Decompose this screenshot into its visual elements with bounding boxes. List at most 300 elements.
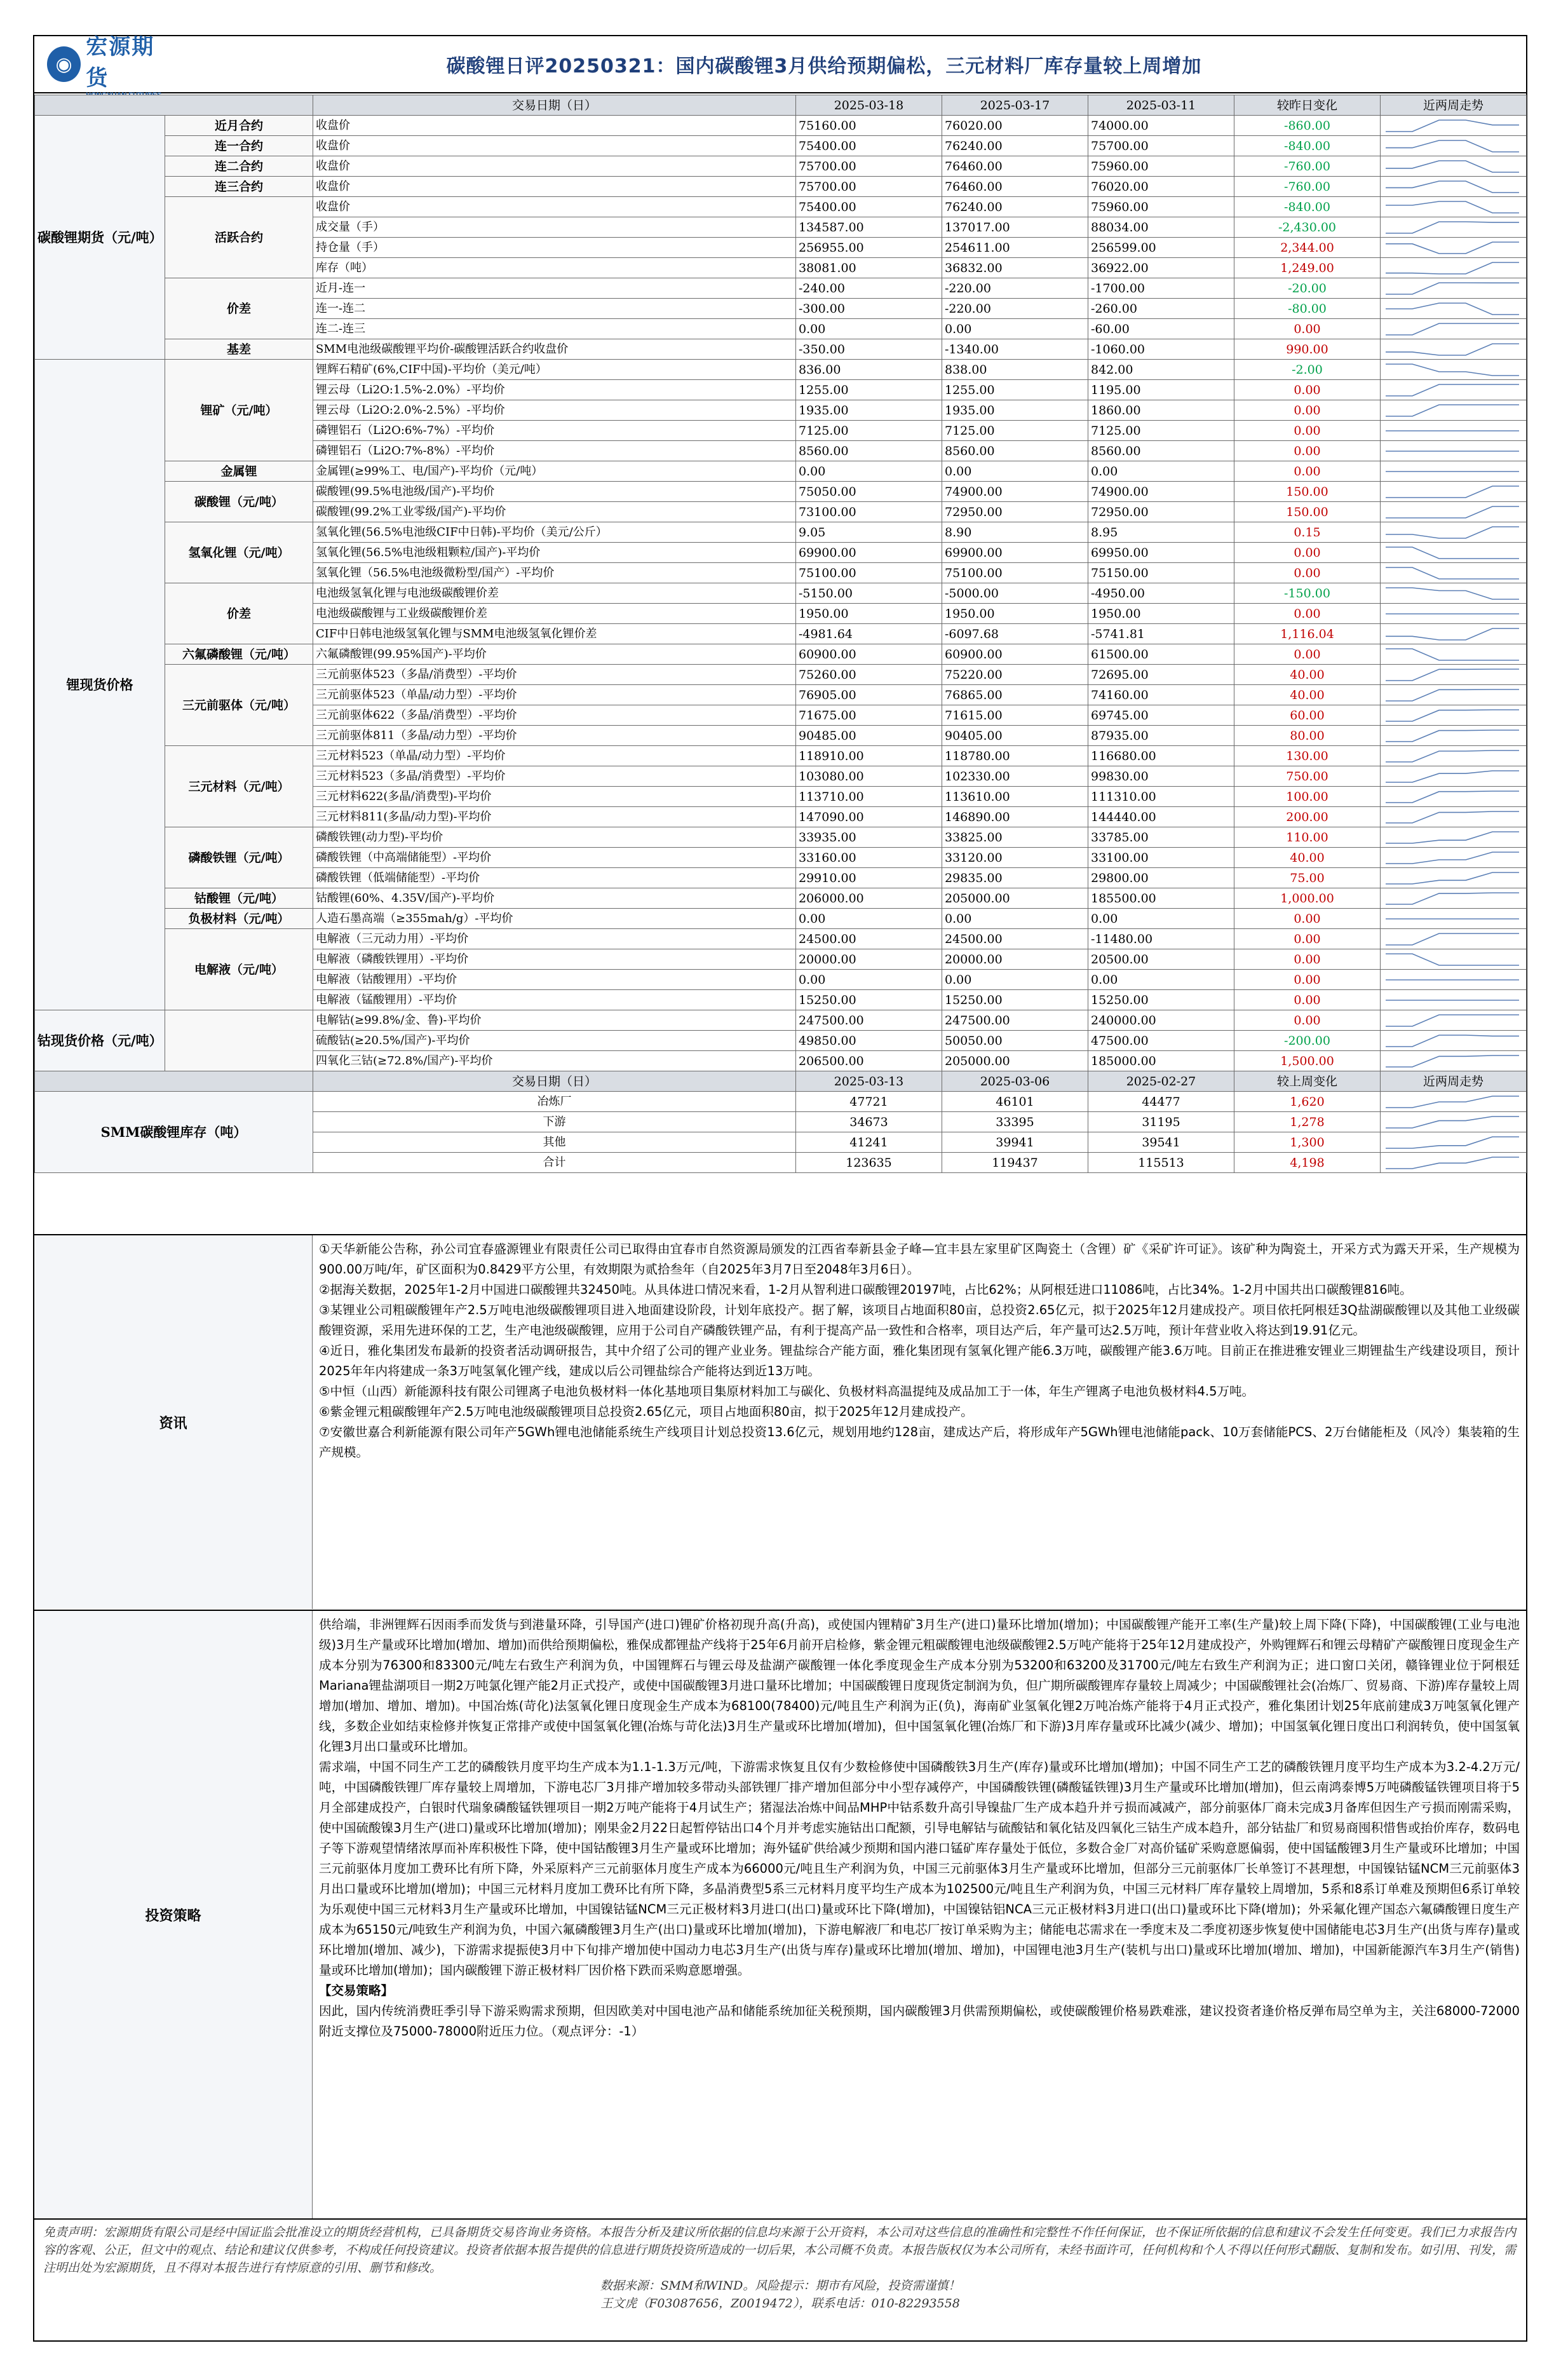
- row-change: 0.00: [1234, 604, 1381, 624]
- sparkline: [1381, 848, 1524, 867]
- sparkline-path: [1386, 567, 1519, 579]
- row-item-label: 三元前驱体811（多晶/动力型）-平均价: [313, 726, 796, 746]
- row-value: 113610.00: [942, 787, 1088, 807]
- row-change: 0.00: [1234, 644, 1381, 665]
- row-trend: [1381, 1051, 1527, 1071]
- row-trend: [1381, 787, 1527, 807]
- table-row: [35, 156, 1527, 177]
- row-item-label: 磷酸铁锂（低端储能型）-平均价: [313, 868, 796, 888]
- row-value: -6097.68: [942, 624, 1088, 644]
- row-value: 0.00: [796, 461, 942, 482]
- row-value: 111310.00: [1088, 787, 1234, 807]
- row-change: 150.00: [1234, 502, 1381, 522]
- row-value: -1700.00: [1088, 278, 1234, 299]
- table-row: [35, 116, 1527, 136]
- inventory-item: 其他: [313, 1132, 796, 1153]
- row-trend: [1381, 705, 1527, 726]
- row-value: 256955.00: [796, 238, 942, 258]
- row-value: 88034.00: [1088, 217, 1234, 238]
- row-value: 33935.00: [796, 827, 942, 848]
- row-item-label: 磷酸铁锂(动力型)-平均价: [313, 827, 796, 848]
- row-change: 0.00: [1234, 380, 1381, 400]
- row-value: 60900.00: [796, 644, 942, 665]
- sparkline-path: [1386, 201, 1519, 213]
- sparkline: [1381, 1031, 1524, 1050]
- row-trend: [1381, 156, 1527, 177]
- sparkline: [1381, 706, 1524, 725]
- row-value: 842.00: [1088, 360, 1234, 380]
- table-row: [35, 461, 1527, 482]
- sparkline: [1381, 401, 1524, 420]
- row-value: 76905.00: [796, 685, 942, 705]
- sparkline-path: [1386, 791, 1519, 803]
- sparkline-path: [1386, 811, 1519, 823]
- sparkline: [1381, 665, 1524, 684]
- row-item-label: 连一-连二: [313, 299, 796, 319]
- row-value: 20500.00: [1088, 949, 1234, 970]
- table-row: [35, 665, 1527, 685]
- row-change: 40.00: [1234, 685, 1381, 705]
- row-value: 254611.00: [942, 238, 1088, 258]
- row-value: 8.95: [1088, 522, 1234, 543]
- row-trend: [1381, 604, 1527, 624]
- row-trend: [1381, 238, 1527, 258]
- sparkline: [1381, 909, 1524, 928]
- row-change: 100.00: [1234, 787, 1381, 807]
- row-change: 0.00: [1234, 421, 1381, 441]
- inventory-value: 119437: [942, 1153, 1088, 1173]
- sparkline-path: [1386, 832, 1519, 843]
- row-value: 20000.00: [796, 949, 942, 970]
- row-value: 247500.00: [796, 1010, 942, 1031]
- row-value: 1950.00: [796, 604, 942, 624]
- header-date-label: 交易日期（日）: [313, 1071, 796, 1092]
- row-trend: [1381, 766, 1527, 787]
- inventory-change: 1,620: [1234, 1092, 1381, 1112]
- news-label: 资讯: [34, 1235, 313, 1609]
- row-change: 0.00: [1234, 400, 1381, 421]
- row-value: 247500.00: [942, 1010, 1088, 1031]
- table-row: [35, 644, 1527, 665]
- inventory-item: 冶炼厂: [313, 1092, 796, 1112]
- sparkline-path: [1386, 1117, 1519, 1128]
- row-value: 33100.00: [1088, 848, 1234, 868]
- row-trend: [1381, 1031, 1527, 1051]
- inventory-trend: [1381, 1132, 1527, 1153]
- sparkline-path: [1386, 669, 1519, 681]
- inventory-value: 39941: [942, 1132, 1088, 1153]
- row-value: 144440.00: [1088, 807, 1234, 827]
- sparkline: [1381, 320, 1524, 339]
- row-value: 0.00: [796, 319, 942, 339]
- sparkline: [1381, 421, 1524, 440]
- sparkline-path: [1386, 730, 1519, 742]
- row-item-label: 电解液（磷酸铁锂用）-平均价: [313, 949, 796, 970]
- row-value: 15250.00: [942, 990, 1088, 1010]
- row-group-label: 价差: [165, 583, 313, 644]
- row-value: 1195.00: [1088, 380, 1234, 400]
- sparkline: [1381, 299, 1524, 318]
- sparkline-path: [1386, 161, 1519, 172]
- row-value: 72950.00: [942, 502, 1088, 522]
- sparkline: [1381, 767, 1524, 786]
- sparkline: [1381, 930, 1524, 949]
- row-value: 103080.00: [796, 766, 942, 787]
- row-value: 24500.00: [942, 929, 1088, 949]
- row-item-label: 三元前驱体523（多晶/消费型）-平均价: [313, 665, 796, 685]
- row-value: 8560.00: [942, 441, 1088, 461]
- sparkline-path: [1386, 750, 1519, 762]
- sparkline: [1381, 503, 1524, 522]
- row-value: 0.00: [942, 461, 1088, 482]
- row-trend: [1381, 482, 1527, 502]
- header-d1: 2025-03-18: [796, 95, 942, 116]
- row-item-label: 电解液（钴酸锂用）-平均价: [313, 970, 796, 990]
- row-item-label: 锂云母（Li2O:2.0%-2.5%）-平均价: [313, 400, 796, 421]
- sparkline: [1381, 726, 1524, 745]
- row-trend: [1381, 807, 1527, 827]
- row-change: 80.00: [1234, 726, 1381, 746]
- row-value: -220.00: [942, 299, 1088, 319]
- sparkline: [1381, 279, 1524, 298]
- row-value: 836.00: [796, 360, 942, 380]
- row-value: -5000.00: [942, 583, 1088, 604]
- row-item-label: 磷锂铝石（Li2O:7%-8%）-平均价: [313, 441, 796, 461]
- section-cobalt-label: 钴现货价格（元/吨）: [35, 1010, 165, 1071]
- table-row: [35, 482, 1527, 502]
- inventory-value: 123635: [796, 1153, 942, 1173]
- sparkline: [1381, 686, 1524, 705]
- row-value: 8.90: [942, 522, 1088, 543]
- header-d1: 2025-03-13: [796, 1071, 942, 1092]
- row-value: 75150.00: [1088, 563, 1234, 583]
- sparkline-path: [1386, 344, 1519, 355]
- sparkline-path: [1386, 771, 1519, 782]
- row-value: 69900.00: [796, 543, 942, 563]
- disclaimer-text: 免责声明：宏源期货有限公司是经中国证监会批准设立的期货经营机构，已具备期货交易咨询业务资格。本报告分析及建议所依据的信息均来源于公开资料，本公司对这些信息的准确性和完整性不作任何保证，也不保证所依据的信息和建议不会发生任何变更。我们已力求报告内容的客观、公正，但文中的观点、结论和建议仅供参考，不构成任何投资建议。投资者依据本报告提供的信息进行期货投资所造成的一切后果，本公司概不负责。本报告版权仅为本公司所有，未经书面许可，任何机构和个人不得以任何形式翻版、复制和发布。如引用、刊发，需注明出处为宏源期货，且不得对本报告进行有悖原意的引用、删节和修改。: [43, 2225, 1517, 2275]
- row-value: 75100.00: [796, 563, 942, 583]
- sparkline: [1381, 970, 1524, 989]
- row-value: 0.00: [1088, 909, 1234, 929]
- row-change: 0.00: [1234, 929, 1381, 949]
- inventory-value: 39541: [1088, 1132, 1234, 1153]
- row-group-label: 磷酸铁锂（元/吨）: [165, 827, 313, 888]
- row-trend: [1381, 116, 1527, 136]
- row-value: 240000.00: [1088, 1010, 1234, 1031]
- news-item: ⑤中恒（山西）新能源科技有限公司锂离子电池负极材料一体化基地项目集原材料加工与碳化、负极材料高温提纯及成品加工于一体，年生产锂离子电池负极材料4.5万吨。: [319, 1384, 1254, 1399]
- row-value: 75260.00: [796, 665, 942, 685]
- sparkline: [1381, 1133, 1524, 1152]
- sparkline: [1381, 442, 1524, 461]
- row-value: 50050.00: [942, 1031, 1088, 1051]
- row-value: -5150.00: [796, 583, 942, 604]
- table-row: [35, 339, 1527, 360]
- row-value: 113710.00: [796, 787, 942, 807]
- sparkline: [1381, 218, 1524, 237]
- header-d2: 2025-03-06: [942, 1071, 1088, 1092]
- row-value: 29835.00: [942, 868, 1088, 888]
- row-item-label: 钴酸锂(60%、4.35V/国产)-平均价: [313, 888, 796, 909]
- row-item-label: 碳酸锂(99.2%工业零级/国产)-平均价: [313, 502, 796, 522]
- row-trend: [1381, 929, 1527, 949]
- inventory-item: 下游: [313, 1112, 796, 1132]
- row-value: 15250.00: [1088, 990, 1234, 1010]
- table-row: [35, 136, 1527, 156]
- sparkline: [1381, 198, 1524, 217]
- row-item-label: 氢氧化锂(56.5%电池级粗颗粒/国产)-平均价: [313, 543, 796, 563]
- sparkline-path: [1386, 323, 1519, 335]
- sparkline: [1381, 137, 1524, 156]
- row-value: 0.00: [1088, 970, 1234, 990]
- row-item-label: 收盘价: [313, 136, 796, 156]
- sparkline: [1381, 787, 1524, 806]
- inventory-trend: [1381, 1153, 1527, 1173]
- row-group-label: [165, 1010, 313, 1071]
- table-row: [35, 197, 1527, 217]
- row-change: -2,430.00: [1234, 217, 1381, 238]
- row-trend: [1381, 461, 1527, 482]
- row-item-label: 三元材料622(多晶/消费型)-平均价: [313, 787, 796, 807]
- strategy-section: [34, 1610, 1526, 2218]
- row-change: -20.00: [1234, 278, 1381, 299]
- row-item-label: CIF中日韩电池级氢氧化锂与SMM电池级氢氧化锂价差: [313, 624, 796, 644]
- row-group-label: 近月合约: [165, 116, 313, 136]
- report-header: [34, 36, 1526, 93]
- sparkline-path: [1386, 120, 1519, 132]
- sparkline: [1381, 604, 1524, 623]
- row-value: 33120.00: [942, 848, 1088, 868]
- sparkline: [1381, 1011, 1524, 1030]
- row-item-label: 电池级碳酸锂与工业级碳酸锂价差: [313, 604, 796, 624]
- inventory-value: 33395: [942, 1112, 1088, 1132]
- sparkline: [1381, 482, 1524, 501]
- row-change: 150.00: [1234, 482, 1381, 502]
- row-trend: [1381, 685, 1527, 705]
- row-group-label: 连二合约: [165, 156, 313, 177]
- sparkline: [1381, 645, 1524, 664]
- row-group-label: 金属锂: [165, 461, 313, 482]
- row-change: 0.00: [1234, 909, 1381, 929]
- row-value: 87935.00: [1088, 726, 1234, 746]
- row-trend: [1381, 339, 1527, 360]
- row-change: -80.00: [1234, 299, 1381, 319]
- row-group-label: 三元前驱体（元/吨）: [165, 665, 313, 746]
- row-trend: [1381, 217, 1527, 238]
- header-d3: 2025-03-11: [1088, 95, 1234, 116]
- logo-cn: 宏源期货: [86, 34, 155, 91]
- row-value: 90485.00: [796, 726, 942, 746]
- row-value: 75100.00: [942, 563, 1088, 583]
- price-table: [34, 95, 1527, 1173]
- header-trend: 近两周走势: [1381, 1071, 1527, 1092]
- row-value: 102330.00: [942, 766, 1088, 787]
- row-value: 75700.00: [1088, 136, 1234, 156]
- row-value: 33160.00: [796, 848, 942, 868]
- row-value: -5741.81: [1088, 624, 1234, 644]
- sparkline-path: [1386, 303, 1519, 315]
- row-trend: [1381, 319, 1527, 339]
- row-change: 0.00: [1234, 1010, 1381, 1031]
- row-value: 47500.00: [1088, 1031, 1234, 1051]
- row-value: 75160.00: [796, 116, 942, 136]
- row-item-label: 硫酸钴(≥20.5%/国产)-平均价: [313, 1031, 796, 1051]
- row-value: 75400.00: [796, 197, 942, 217]
- sparkline: [1381, 177, 1524, 196]
- row-value: 76020.00: [942, 116, 1088, 136]
- sparkline-path: [1386, 405, 1519, 416]
- row-item-label: 人造石墨高端（≥355mah/g）-平均价: [313, 909, 796, 929]
- row-trend: [1381, 360, 1527, 380]
- row-value: 71615.00: [942, 705, 1088, 726]
- row-group-label: 活跃合约: [165, 197, 313, 278]
- sparkline-path: [1386, 1096, 1519, 1108]
- sparkline: [1381, 625, 1524, 644]
- row-group-label: 锂矿（元/吨）: [165, 360, 313, 461]
- inventory-value: 31195: [1088, 1112, 1234, 1132]
- sparkline: [1381, 360, 1524, 379]
- row-item-label: 收盘价: [313, 156, 796, 177]
- company-logo: [34, 36, 173, 93]
- sparkline-path: [1386, 933, 1519, 945]
- sparkline: [1381, 462, 1524, 481]
- sparkline-path: [1386, 486, 1519, 498]
- row-trend: [1381, 888, 1527, 909]
- row-value: 24500.00: [796, 929, 942, 949]
- strategy-paragraph: 【交易策略】: [319, 1983, 394, 1998]
- row-change: 40.00: [1234, 848, 1381, 868]
- row-change: 0.15: [1234, 522, 1381, 543]
- row-item-label: 三元前驱体622（多晶/消费型）-平均价: [313, 705, 796, 726]
- row-trend: [1381, 441, 1527, 461]
- row-value: 74160.00: [1088, 685, 1234, 705]
- author-contact: 王文虎（F03087656，Z0019472），联系电话：010-82293558: [600, 2297, 960, 2311]
- header-chg: 较上周变化: [1234, 1071, 1381, 1092]
- row-value: 69900.00: [942, 543, 1088, 563]
- strategy-paragraph: 需求端，中国不同生产工艺的磷酸铁月度平均生产成本为1.1-1.3万元/吨，下游需求恢复且仅有少数检修使中国磷酸铁3月生产(库存)量或环比增加(增加)；中国不同生产工艺的磷酸铁锂月度平均生产成本为3.2-4.2万元/吨，中国磷酸铁锂厂库存量较上周增加，下游电芯厂3月排产增加较多带动头部铁锂厂排产增加但部分中小型存减停产，中国磷酸铁锂(磷酸锰铁锂)3月生产量或环比增加(增加)，但云南鸿泰博5万吨磷酸锰铁锂项目将于5月全部建成投产，白银时代瑞象磷酸锰铁锂项目一期2万吨产能将于4月试生产；猪湿法冶炼中间品MHP中钴系数升高引导镍盐厂生产成本趋升并亏损而减减产，部分前驱体厂商未完成3月备库但因生产亏损而刚需采购，使中国硫酸镍3月生产(进口)量或环比增加(增加)；刚果金2月22日起暂停钴出口4个月并考虑实施钴出口配额，引导电解钴与硫酸钴和氧化钴及四氧化三钴生产成本趋升，部分钴盐厂和贸易商囤积惜售或抬价库存，数码电子等下游观望情绪浓厚而补库积极性下降，使中国钴酸锂3月生产量或环比增加；海外锰矿供给减少预期和国内港口锰矿库存量处于低位，多数合金厂对高价锰矿采购意愿偏弱，使中国锰酸锂3月生产量或环比增加；中国三元前驱体月度加工费环比有所下降，外采原料产三元前驱体月度生产成本为66000元/吨且生产利润为负，中国三元前驱体3月生产量或环比增加，但部分三元前驱体厂长单签订不甚理想，中国镍钴锰NCM三元前驱体3月出口量或环比增加(增加)；中国三元材料月度加工费环比有所下降，多晶消费型5系三元材料月度平均生产成本为102500元/吨且生产利润为负，中国三元材料厂库存量较上周增加，5系和8系订单难及预期但6系订单较为乐观使中国三元材料3月生产量或环比增加，中国镍钴锰NCM三元正极材料3月进口(出口)量或环比下降(增加)，中国镍钴铝NCA三元正极材料3月进口(出口)量或环比下降(增加)；外采氟化锂产国态六氟磷酸锂日度生产成本为65150元/吨致生产利润为负，中国六氟磷酸锂3月生产(出口)量或环比增加(增加)，下游电解液厂和电芯厂按订单采购为主；储能电芯需求在一季度末及二季度初逐步恢复使中国储能电芯3月生产(出货与库存)量或环比增加(增加、减少)，下游需求提振使3月中下旬排产增加使中国动力电芯3月生产(出货与库存)量或环比增加(增加、增加)，中国锂电池3月生产(装机与出口)量或环比增加(增加、增加)，中国新能源汽车3月生产(销售)量或环比增加(增加)；国内碳酸锂下游正极材料厂因价格下跌而采购意愿增强。: [319, 1760, 1520, 1978]
- row-value: 7125.00: [942, 421, 1088, 441]
- row-value: 0.00: [942, 970, 1088, 990]
- section-inventory-label: SMM碳酸锂库存（吨）: [35, 1092, 313, 1173]
- sparkline: [1381, 116, 1524, 135]
- row-item-label: 收盘价: [313, 177, 796, 197]
- header-date-label: 交易日期（日）: [313, 95, 796, 116]
- sparkline: [1381, 340, 1524, 359]
- inventory-item: 合计: [313, 1153, 796, 1173]
- inventory-change: 1,278: [1234, 1112, 1381, 1132]
- row-change: 1,116.04: [1234, 624, 1381, 644]
- inventory-trend: [1381, 1092, 1527, 1112]
- row-value: -60.00: [1088, 319, 1234, 339]
- sparkline-path: [1386, 852, 1519, 864]
- row-value: 33825.00: [942, 827, 1088, 848]
- section-futures-label: 碳酸锂期货（元/吨）: [35, 116, 165, 360]
- row-value: 33785.00: [1088, 827, 1234, 848]
- row-value: 256599.00: [1088, 238, 1234, 258]
- sparkline-path: [1386, 506, 1519, 518]
- sparkline-path: [1386, 1015, 1519, 1026]
- row-change: 0.00: [1234, 319, 1381, 339]
- row-value: 76865.00: [942, 685, 1088, 705]
- row-trend: [1381, 421, 1527, 441]
- sparkline: [1381, 747, 1524, 766]
- sparkline-path: [1386, 547, 1519, 559]
- row-value: 206000.00: [796, 888, 942, 909]
- table-row: [35, 1010, 1527, 1031]
- sparkline-path: [1386, 181, 1519, 193]
- row-group-label: 负极材料（元/吨）: [165, 909, 313, 929]
- inventory-value: 47721: [796, 1092, 942, 1112]
- row-group-label: 连一合约: [165, 136, 313, 156]
- row-item-label: 氢氧化锂（56.5%电池级微粉型/国产）-平均价: [313, 563, 796, 583]
- sparkline: [1381, 808, 1524, 827]
- row-value: 147090.00: [796, 807, 942, 827]
- row-value: 73100.00: [796, 502, 942, 522]
- row-value: 61500.00: [1088, 644, 1234, 665]
- inventory-change: 4,198: [1234, 1153, 1381, 1173]
- row-change: 60.00: [1234, 705, 1381, 726]
- header-d3: 2025-02-27: [1088, 1071, 1234, 1092]
- row-change: 0.00: [1234, 543, 1381, 563]
- row-trend: [1381, 380, 1527, 400]
- row-change: 0.00: [1234, 970, 1381, 990]
- row-group-label: 六氟磷酸锂（元/吨）: [165, 644, 313, 665]
- row-change: 0.00: [1234, 461, 1381, 482]
- row-item-label: 近月-连一: [313, 278, 796, 299]
- row-change: -840.00: [1234, 197, 1381, 217]
- row-trend: [1381, 868, 1527, 888]
- row-trend: [1381, 848, 1527, 868]
- row-value: 75960.00: [1088, 197, 1234, 217]
- row-trend: [1381, 665, 1527, 685]
- sparkline: [1381, 1153, 1524, 1172]
- logo-icon: ◉: [47, 46, 81, 82]
- row-trend: [1381, 726, 1527, 746]
- sparkline-path: [1386, 140, 1519, 152]
- sparkline-path: [1386, 262, 1519, 274]
- row-value: 99830.00: [1088, 766, 1234, 787]
- row-group-label: 氢氧化锂（元/吨）: [165, 522, 313, 583]
- sparkline-path: [1386, 384, 1519, 396]
- report-title: 碳酸锂日评20250321：国内碳酸锂3月供给预期偏松，三元材料厂库存量较上周增加: [446, 55, 1202, 78]
- sparkline-path: [1386, 872, 1519, 884]
- row-value: 205000.00: [942, 1051, 1088, 1071]
- row-change: -840.00: [1234, 136, 1381, 156]
- row-trend: [1381, 970, 1527, 990]
- row-value: 76460.00: [942, 156, 1088, 177]
- inventory-value: 34673: [796, 1112, 942, 1132]
- row-value: 76240.00: [942, 136, 1088, 156]
- row-value: 146890.00: [942, 807, 1088, 827]
- row-value: 36922.00: [1088, 258, 1234, 278]
- row-value: 69950.00: [1088, 543, 1234, 563]
- table-row: [35, 522, 1527, 543]
- news-section: [34, 1234, 1526, 1609]
- row-change: 130.00: [1234, 746, 1381, 766]
- row-change: 1,000.00: [1234, 888, 1381, 909]
- sparkline-path: [1386, 222, 1519, 233]
- news-item: ④近日，雅化集团发布最新的投资者活动调研报告，其中介绍了公司的锂产业业务。锂盐综合产能方面，雅化集团现有氢氧化锂产能6.3万吨，碳酸锂产能3.6万吨。目前正在推进雅安锂业三期锂盐生产线建设项目，预计2025年年内将建成一条3万吨氢氧化锂产线，建成以后公司锂盐综合产能将达到近13万吨。: [319, 1343, 1520, 1378]
- row-item-label: 三元材料523（多晶/消费型）-平均价: [313, 766, 796, 787]
- row-change: -860.00: [1234, 116, 1381, 136]
- sparkline: [1381, 991, 1524, 1010]
- sparkline: [1381, 1092, 1524, 1111]
- row-value: 76240.00: [942, 197, 1088, 217]
- row-change: 750.00: [1234, 766, 1381, 787]
- header-blank: [35, 1071, 313, 1092]
- sparkline-path: [1386, 283, 1519, 294]
- row-value: 72695.00: [1088, 665, 1234, 685]
- sparkline-path: [1386, 649, 1519, 660]
